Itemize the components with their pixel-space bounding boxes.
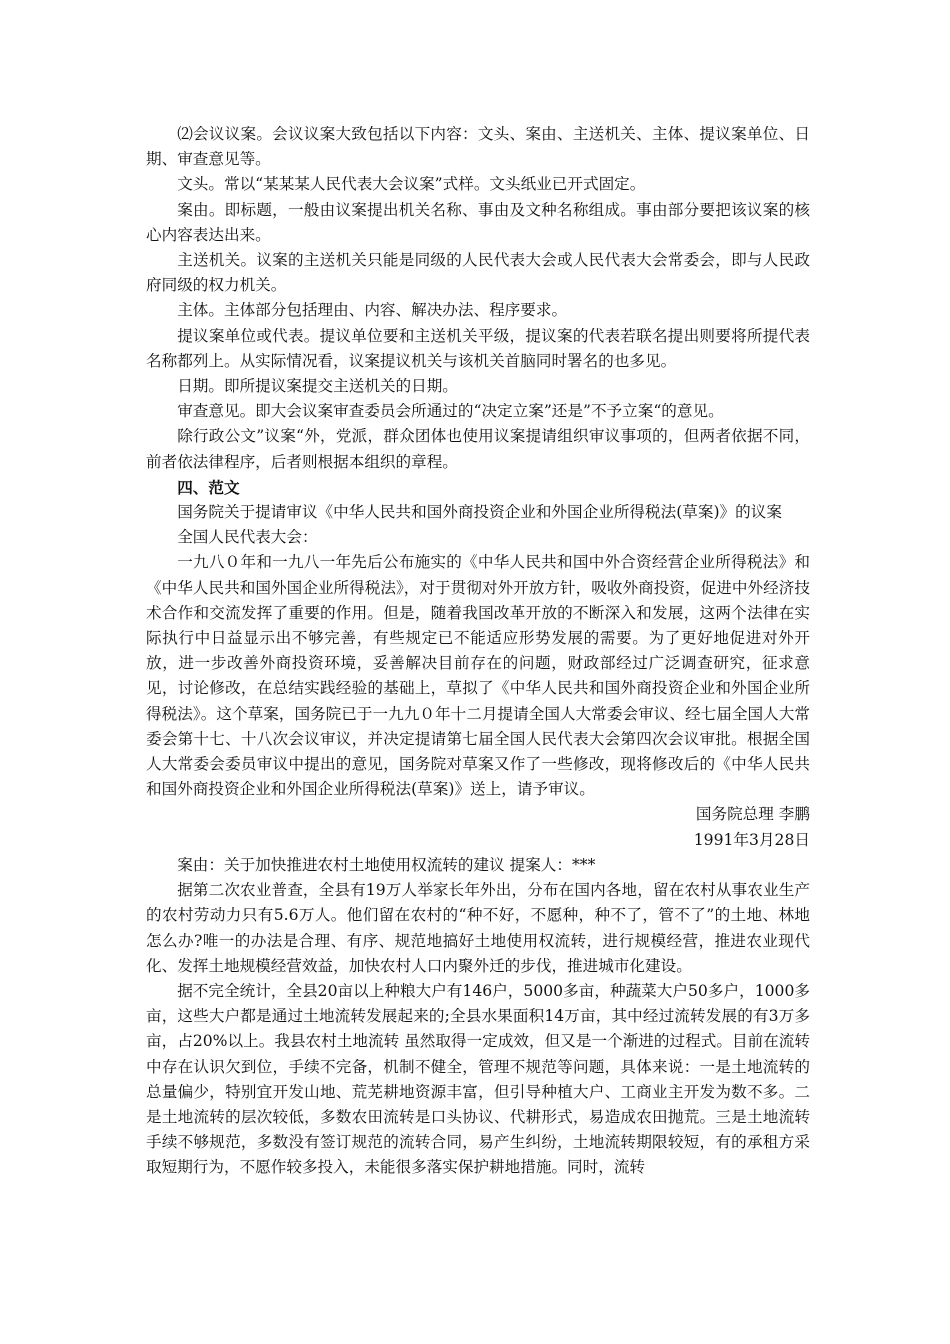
- document-page: [146, 122, 810, 1181]
- paragraph-case: 案由。即标题，一般由议案提出机关名称、事由及文种名称组成。事由部分要把该议案的核心内容表达出来。: [146, 200, 810, 244]
- paragraph-review: 审查意见。即大会议案审查委员会所通过的“决定立案”还是”不予立案“的意见。: [177, 402, 724, 421]
- paragraph-motion-intro: ⑵会议议案。会议议案大致包括以下内容：文头、案由、主送机关、主体、提议案单位、日期、审查意见等。: [146, 125, 810, 169]
- example-salutation: 全国人民代表大会：: [177, 528, 318, 547]
- proposal-case-line: 案由：关于加快推进农村土地使用权流转的建议 提案人：***: [177, 855, 596, 874]
- paragraph-other-uses: 除行政公文”议案“外，党派，群众团体也使用议案提请组织审议事项的，但两者依据不同，前者依法律程序，后者则根据本组织的章程。: [146, 427, 810, 471]
- paragraph-header: 文头。常以“某某某人民代表大会议案”式样。文头纸业已开式固定。: [177, 175, 646, 194]
- paragraph-proposer: 提议案单位或代表。提议单位要和主送机关平级，提议案的代表若联名提出则要将所提代表名称都列上。从实际情况看，议案提议机关与该机关首脑同时署名的也多见。: [146, 326, 810, 370]
- example-title: 国务院关于提请审议《中华人民共和国外商投资企业和外国企业所得税法(草案)》的议案: [177, 503, 782, 522]
- example-signature: 国务院总理 李鹏: [695, 805, 810, 824]
- section-heading: 四、范文: [177, 477, 240, 497]
- paragraph-body: 主体。主体部分包括理由、内容、解决办法、程序要求。: [177, 301, 568, 320]
- proposal-paragraph-1: 据第二次农业普查，全县有19万人举家长年外出，分布在国内各地，留在农村从事农业生产的农村劳动力只有5.6万人。他们留在农村的“种不好，不愿种，种不了，管不了”的土地、林地怎么办?唯一的办法是合理、有序、规范地搞好土地使用权流转，进行规模经营，推进农业现代化、发挥土地规模经营效益，加快农村人口内聚外迁的步伐，推进城市化建设。: [146, 881, 810, 975]
- proposal-paragraph-2: 据不完全统计，全县20亩以上种粮大户有146户，5000多亩，种蔬菜大户50多户，1000多亩，这些大户都是通过土地流转发展起来的;全县水果面积14万亩，其中经过流转发展的有3万多亩，占20%以上。我县农村土地流转 虽然取得一定成效，但又是一个渐进的过程式。目前在流转中存在认识欠到位，手续不完备，机制不健全，管理不规范等问题，具体来说：一是土地流转的总量偏少，特别宜开发山地、荒芜耕地资源丰富，但引导种植大户、工商业主开发为数不多。二是土地流转的层次较低，多数农田流转是口头协议、代耕形式，易造成农田抛荒。三是土地流转手续不够规范，多数没有签订规范的流转合同，易产生纠纷，土地流转期限较短，有的承租方采取短期行为，不愿作较多投入，未能很多落实保护耕地措施。同时，流转: [146, 981, 810, 1177]
- paragraph-date: 日期。即所提议案提交主送机关的日期。: [177, 377, 458, 396]
- paragraph-recipient: 主送机关。议案的主送机关只能是同级的人民代表大会或人民代表大会常委会，即与人民政府同级的权力机关。: [146, 251, 810, 295]
- example-date: 1991年3月28日: [693, 830, 810, 849]
- example-body: 一九八０年和一九八一年先后公布施实的《中华人民共和国中外合资经营企业所得税法》和《中华人民共和国外国企业所得税法》，对于贯彻对外开放方针，吸收外商投资，促进中外经济技术合作和交流发挥了重要的作用。但是，随着我国改革开放的不断深入和发展，这两个法律在实际执行中日益显示出不够完善，有些规定已不能适应形势发展的需要。为了更好地促进对外开放，进一步改善外商投资环境，妥善解决目前存在的问题，财政部经过广泛调查研究，征求意见，讨论修改，在总结实践经验的基础上，草拟了《中华人民共和国外商投资企业和外国企业所得税法》。这个草案，国务院已于一九九０年十二月提请全国人大常委会审议、经七届全国人大常委会第十七、十八次会议审议，并决定提请第七届全国人民代表大会第四次会议审批。根据全国人大常委会委员审议中提出的意见，国务院对草案又作了一些修改，现将修改后的《中华人民共和国外商投资企业和外国企业所得税法(草案)》送上，请予审议。: [146, 553, 810, 799]
